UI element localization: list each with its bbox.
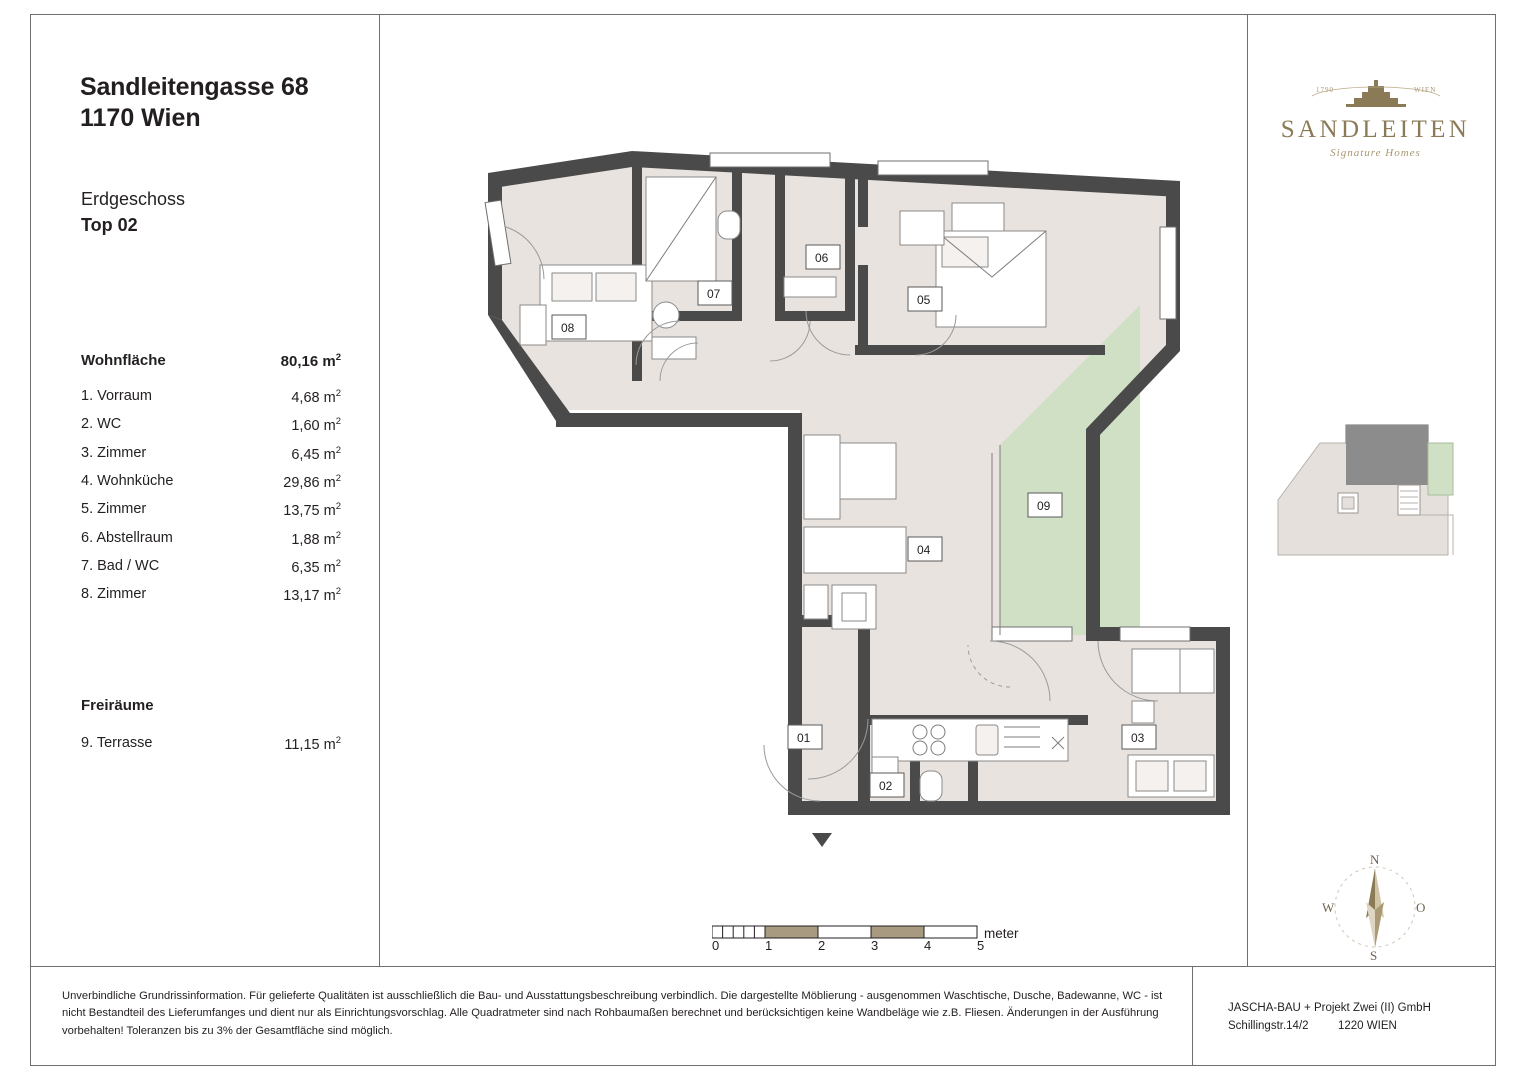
room-value <box>251 530 341 548</box>
area-total-row <box>81 352 341 370</box>
area-table <box>81 352 341 615</box>
room-area: 6,35 m <box>291 559 336 576</box>
area-total-value <box>251 352 341 370</box>
room-unit: 2 <box>335 388 341 399</box>
room-tag-03: 03 <box>1131 731 1145 745</box>
disclaimer-text: Unverbindliche Grundrissinformation. Für gelieferte Qualitäten ist ausschließlich die Bau- und Ausstattungsbeschreibung verbindlich. Die dargestellte Möblierung - ausgenommen Waschtische, Dusche, Badewanne, WC - ist nicht Bestandteil des Lieferumfanges und dient nur als Einrichtungsvorschlag. Alle Quadratmeter sind nach Rohbaumaßen berechnet und berücksichtigen keine Wandbeläge wie z.B. Fliesen. Änderungen in der Ausführung vorbehalten! Toleranzen bis zu 3% der Gesamtfläche sind möglich. <box>62 990 1163 1037</box>
scale-tick: 2 <box>818 938 826 953</box>
scale-tick: 3 <box>871 938 879 953</box>
room-unit: 2 <box>335 586 341 598</box>
room-area: 13,75 m <box>283 503 336 520</box>
floor-plan-drawing <box>380 15 1247 966</box>
room-value <box>251 501 341 519</box>
room-area: 1,88 m <box>291 531 336 548</box>
address-street: Sandleitengasse 68 <box>80 73 309 101</box>
unit-number: Top 02 <box>81 215 138 236</box>
table-row <box>81 445 341 463</box>
svg-text:WIEN: WIEN <box>1413 86 1436 94</box>
table-row <box>81 530 341 548</box>
room-tag-05: 05 <box>917 293 931 307</box>
floor-level: Erdgeschoss <box>81 189 186 209</box>
room-area: 1,60 m <box>291 418 336 435</box>
room-tag-09: 09 <box>1037 499 1051 513</box>
room-label: 2. WC <box>81 416 122 433</box>
room-label: 6. Abstellraum <box>81 529 173 546</box>
table-row <box>81 586 341 604</box>
outdoor-title: Freiräume <box>81 697 154 714</box>
table-row <box>81 735 341 753</box>
room-label: 3. Zimmer <box>81 444 147 461</box>
room-label: 4. Wohnküche <box>81 472 174 489</box>
room-tag-07: 07 <box>707 287 721 301</box>
room-label: 7. Bad / WC <box>81 557 160 574</box>
company-street: Schillingstr.14/2 <box>1228 1020 1309 1033</box>
scale-tick: 1 <box>765 938 773 953</box>
room-value <box>251 473 341 491</box>
company-city: 1220 WIEN <box>1338 1020 1397 1033</box>
outdoor-unit: 2 <box>335 735 341 746</box>
room-area: 4,68 m <box>291 389 336 406</box>
room-value <box>251 388 341 406</box>
table-row <box>81 473 341 491</box>
room-unit: 2 <box>335 472 341 484</box>
area-total-unit: 2 <box>335 352 341 363</box>
compass-east: O <box>1416 900 1426 915</box>
address-city: 1170 Wien <box>80 104 201 133</box>
room-tag-02: 02 <box>879 779 893 793</box>
room-unit: 2 <box>335 444 341 456</box>
floor-block <box>81 186 371 238</box>
room-unit: 2 <box>335 501 341 513</box>
project-address <box>80 72 370 135</box>
outdoor-label: 9. Terrasse <box>81 735 153 751</box>
compass-west: W <box>1322 900 1335 915</box>
compass-north: N <box>1370 852 1380 867</box>
room-value <box>251 445 341 463</box>
room-label: 8. Zimmer <box>81 586 147 603</box>
divider-footer <box>30 966 1496 967</box>
area-total-number: 80,16 m <box>280 353 336 370</box>
room-tag-06: 06 <box>815 251 829 265</box>
table-row <box>81 558 341 576</box>
room-unit: 2 <box>335 416 341 428</box>
room-label: 5. Zimmer <box>81 501 147 518</box>
compass-south: S <box>1370 948 1378 962</box>
company-name: JASCHA-BAU + Projekt Zwei (II) GmbH <box>1228 1002 1431 1014</box>
table-row <box>81 416 341 434</box>
brand-logo <box>1268 78 1483 159</box>
divider-right <box>1247 14 1248 966</box>
key-plan <box>1268 405 1483 590</box>
scale-tick-labels <box>706 938 996 954</box>
room-area: 6,45 m <box>291 446 336 463</box>
room-tag-01: 01 <box>797 731 811 745</box>
room-tag-08: 08 <box>561 321 575 335</box>
room-value <box>251 558 341 576</box>
room-area: 29,86 m <box>283 474 336 491</box>
room-area: 13,17 m <box>283 588 336 605</box>
room-tag-04: 04 <box>917 543 931 557</box>
table-row <box>81 388 341 406</box>
room-value <box>251 586 341 604</box>
room-value <box>251 416 341 434</box>
area-total-label: Wohnfläche <box>81 352 166 369</box>
room-unit: 2 <box>335 529 341 541</box>
brand-name: SANDLEITEN <box>1280 116 1471 143</box>
scale-tick: 4 <box>924 938 932 953</box>
outdoor-value <box>251 735 341 753</box>
compass-icon <box>1320 852 1430 962</box>
brand-tagline: Signature Homes <box>1330 147 1421 159</box>
divider-footer-right <box>1192 966 1193 1066</box>
company-block <box>1228 999 1431 1036</box>
svg-text:1790: 1790 <box>1315 86 1334 94</box>
scale-unit-label: meter <box>984 926 1019 941</box>
room-unit: 2 <box>335 557 341 569</box>
room-label: 1. Vorraum <box>81 388 152 404</box>
table-row <box>81 501 341 519</box>
crest-icon <box>1268 78 1483 112</box>
outdoor-area: 11,15 m <box>284 736 336 753</box>
scale-tick: 5 <box>977 938 985 953</box>
scale-tick: 0 <box>712 938 720 953</box>
